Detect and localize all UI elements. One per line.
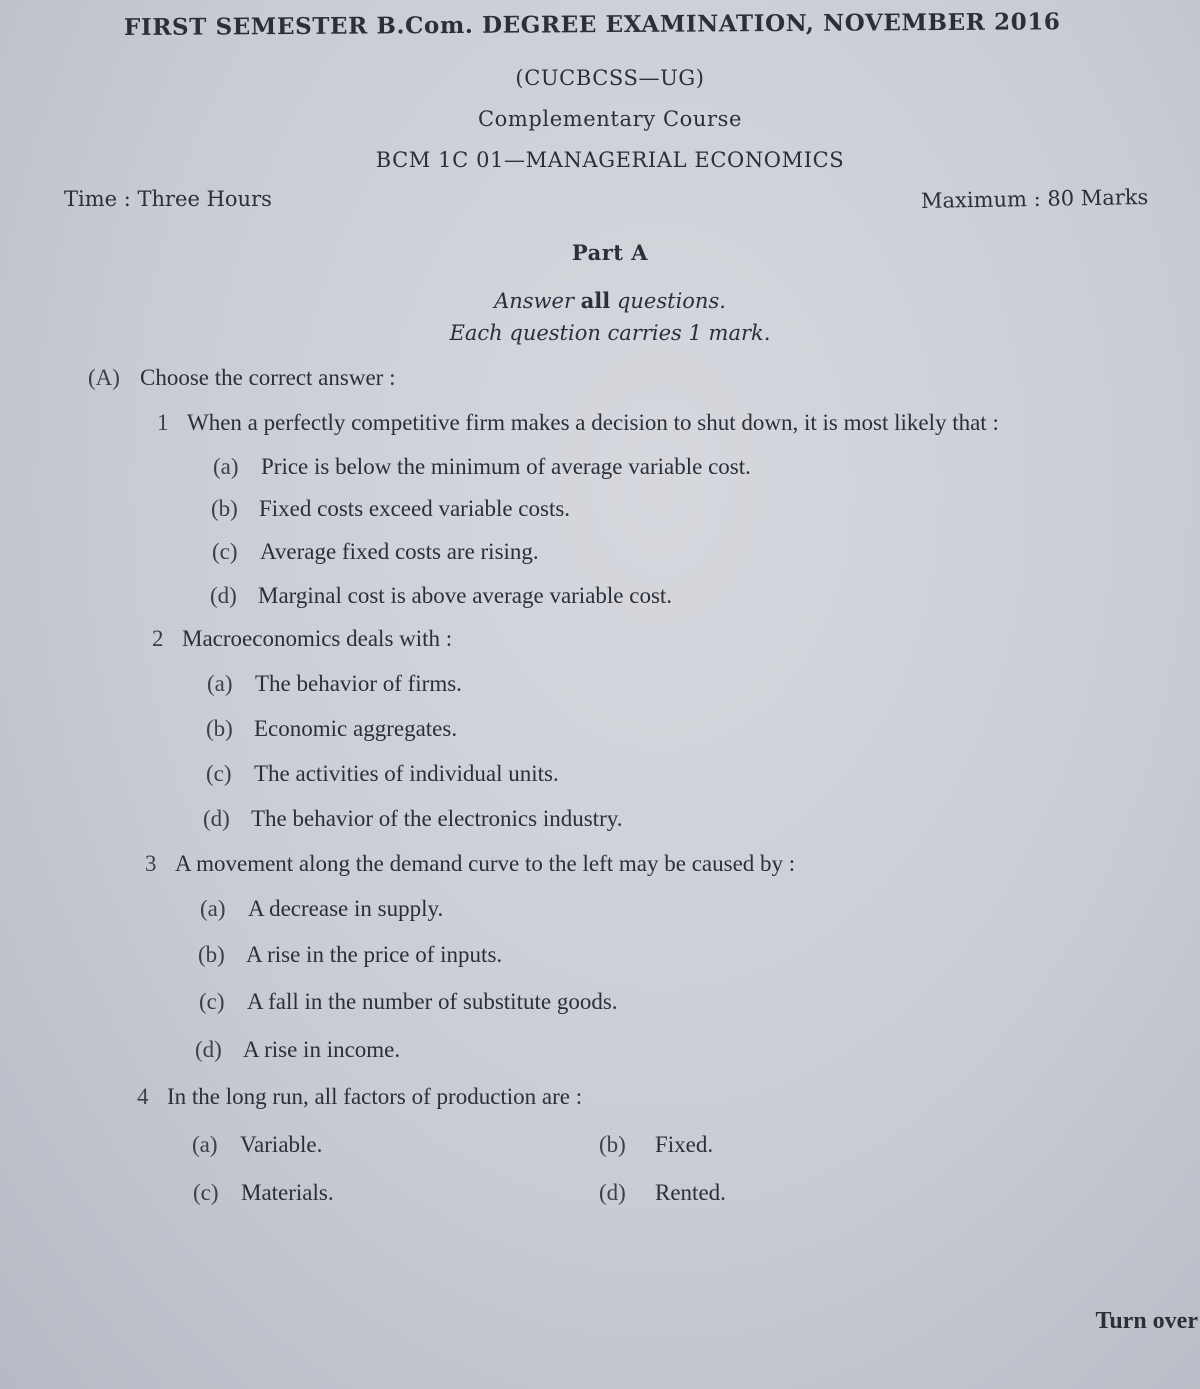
option-2a: (a) The behavior of firms. (207, 671, 462, 696)
question-text: In the long run, all factors of production are : (167, 1084, 583, 1109)
option-1c: (c) Average fixed costs are rising. (212, 539, 539, 564)
exam-title: FIRST SEMESTER B.Com. DEGREE EXAMINATION, NOVEMBER 2016 (123, 8, 1061, 41)
option-2d: (d) The behavior of the electronics industry. (203, 806, 623, 831)
turn-over-note: Turn over (1095, 1308, 1198, 1334)
instruction-marks: Each question carries 1 mark. (449, 321, 771, 345)
option-3d: (d) A rise in income. (195, 1037, 401, 1062)
question-number: 3 (145, 851, 157, 876)
question-text: A movement along the demand curve to the left may be caused by : (175, 851, 796, 876)
question-text: When a perfectly competitive firm makes a decision to shut down, it is most likely that : (187, 410, 999, 435)
time-allowed: Time : Three Hours (64, 187, 272, 211)
option-2c: (c) The activities of individual units. (206, 761, 559, 786)
question-4 (137, 1084, 582, 1110)
scheme-code: (CUCBCSS—UG) (515, 66, 705, 90)
option-3b: (b) A rise in the price of inputs. (198, 942, 503, 967)
course-type: Complementary Course (477, 107, 743, 131)
paper-title: BCM 1C 01—MANAGERIAL ECONOMICS (375, 148, 845, 172)
option-1b: (b) Fixed costs exceed variable costs. (211, 496, 571, 521)
option-1d: (d) Marginal cost is above average variable cost. (210, 583, 673, 608)
question-number: 1 (157, 410, 169, 435)
maximum-marks: Maximum : 80 Marks (920, 185, 1149, 213)
option-3c: (c) A fall in the number of substitute goods. (199, 989, 618, 1014)
section-a-heading (88, 365, 395, 391)
option-4a: (a) Variable. (192, 1132, 323, 1157)
question-3 (145, 851, 795, 877)
option-4d: (d) Rented. (599, 1180, 726, 1205)
question-text: Macroeconomics deals with : (182, 626, 453, 651)
instruction-answer-all: Answer all questions. (494, 288, 726, 313)
section-text: Choose the correct answer : (140, 365, 396, 390)
section-label: (A) (88, 365, 120, 390)
question-number: 2 (152, 626, 164, 651)
part-heading: Part A (571, 240, 649, 265)
question-2 (152, 626, 452, 652)
option-1a: (a) Price is below the minimum of average variable cost. (213, 454, 751, 479)
option-4b: (b) Fixed. (599, 1132, 714, 1157)
question-number: 4 (137, 1084, 149, 1109)
option-3a: (a) A decrease in supply. (200, 896, 444, 921)
option-4c: (c) Materials. (193, 1180, 334, 1205)
option-2b: (b) Economic aggregates. (206, 716, 458, 741)
question-1 (157, 410, 999, 436)
